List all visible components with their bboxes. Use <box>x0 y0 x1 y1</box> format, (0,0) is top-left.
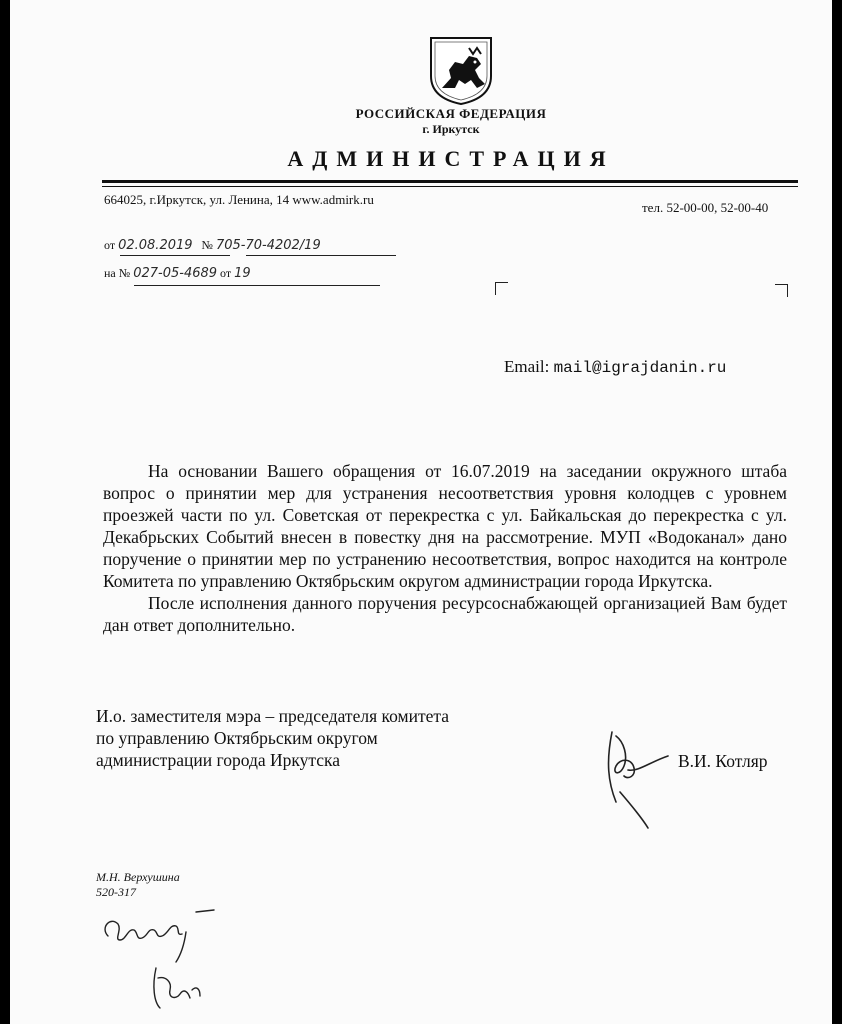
address-corner-right <box>775 284 788 297</box>
number-underline <box>246 255 396 256</box>
handwritten-signature <box>598 722 688 832</box>
city-name: г. Иркутск <box>422 122 480 136</box>
header-rule-thick <box>102 180 798 183</box>
handwritten-initials <box>96 906 226 1016</box>
recipient-email <box>504 357 726 377</box>
outgoing-ref <box>104 238 321 253</box>
coat-of-arms-icon <box>425 32 497 106</box>
outgoing-date: 02.08.2019 <box>118 238 193 253</box>
country-name: РОССИЙСКАЯ ФЕДЕРАЦИЯ <box>355 106 547 121</box>
reply-number: 027-05-4689 <box>133 266 218 281</box>
incoming-ref <box>104 266 251 281</box>
body-paragraph-2: После исполнения данного поручения ресурсоснабжающей организацией Вам будет дан ответ дополнительно. <box>103 593 787 635</box>
signatory-title-line-2: по управлению Октябрьским округом <box>96 728 378 748</box>
reply-from-prefix: от <box>220 266 232 280</box>
office-phone: тел. 52-00-00, 52-00-40 <box>642 200 769 215</box>
signatory-title <box>96 705 449 771</box>
date-underline <box>120 255 230 256</box>
executor-name: М.Н. Верхушина <box>96 870 180 884</box>
office-address: 664025, г.Иркутск, ул. Ленина, 14 www.admirk.ru <box>104 192 374 207</box>
signatory-title-line-1: И.о. заместителя мэра – председателя комитета <box>96 706 450 726</box>
number-prefix: № <box>201 238 213 252</box>
body-paragraph-1: На основании Вашего обращения от 16.07.2019 на заседании окружного штаба вопрос о принятии мер для устранения несоответствия уровня колодцев с уровнем проезжей части по ул. Советская от перекрестка с ул. Байкальская до перекрестка с ул. Декабрьских Событий внесен в повестку дня на рассмотрение. МУП «Водоканал» дано поручение о принятии мер по устранению несоответствия, вопрос находится на контроле Комитета по управлению Октябрьским округом администрации города Иркутска. <box>103 461 787 591</box>
header-rule-thin <box>102 186 798 187</box>
email-label: Email: <box>504 357 550 376</box>
reply-underline <box>134 285 380 286</box>
letterhead-title: АДМИНИСТРАЦИЯ <box>287 146 615 171</box>
signatory-title-line-3: администрации города Иркутска <box>96 750 341 770</box>
email-address: mail@igrajdanin.ru <box>553 359 727 377</box>
letter-body <box>103 460 787 636</box>
letter-page <box>10 0 832 1024</box>
address-corner-left <box>495 282 508 295</box>
outgoing-number: 705-70-4202/19 <box>215 238 321 253</box>
signatory-name: В.И. Котляр <box>678 751 768 771</box>
reply-prefix: на № <box>104 266 131 280</box>
date-prefix: от <box>104 238 116 252</box>
executor-info <box>96 870 180 900</box>
executor-phone: 520-317 <box>96 885 136 899</box>
reply-suffix: 19 <box>234 266 251 281</box>
